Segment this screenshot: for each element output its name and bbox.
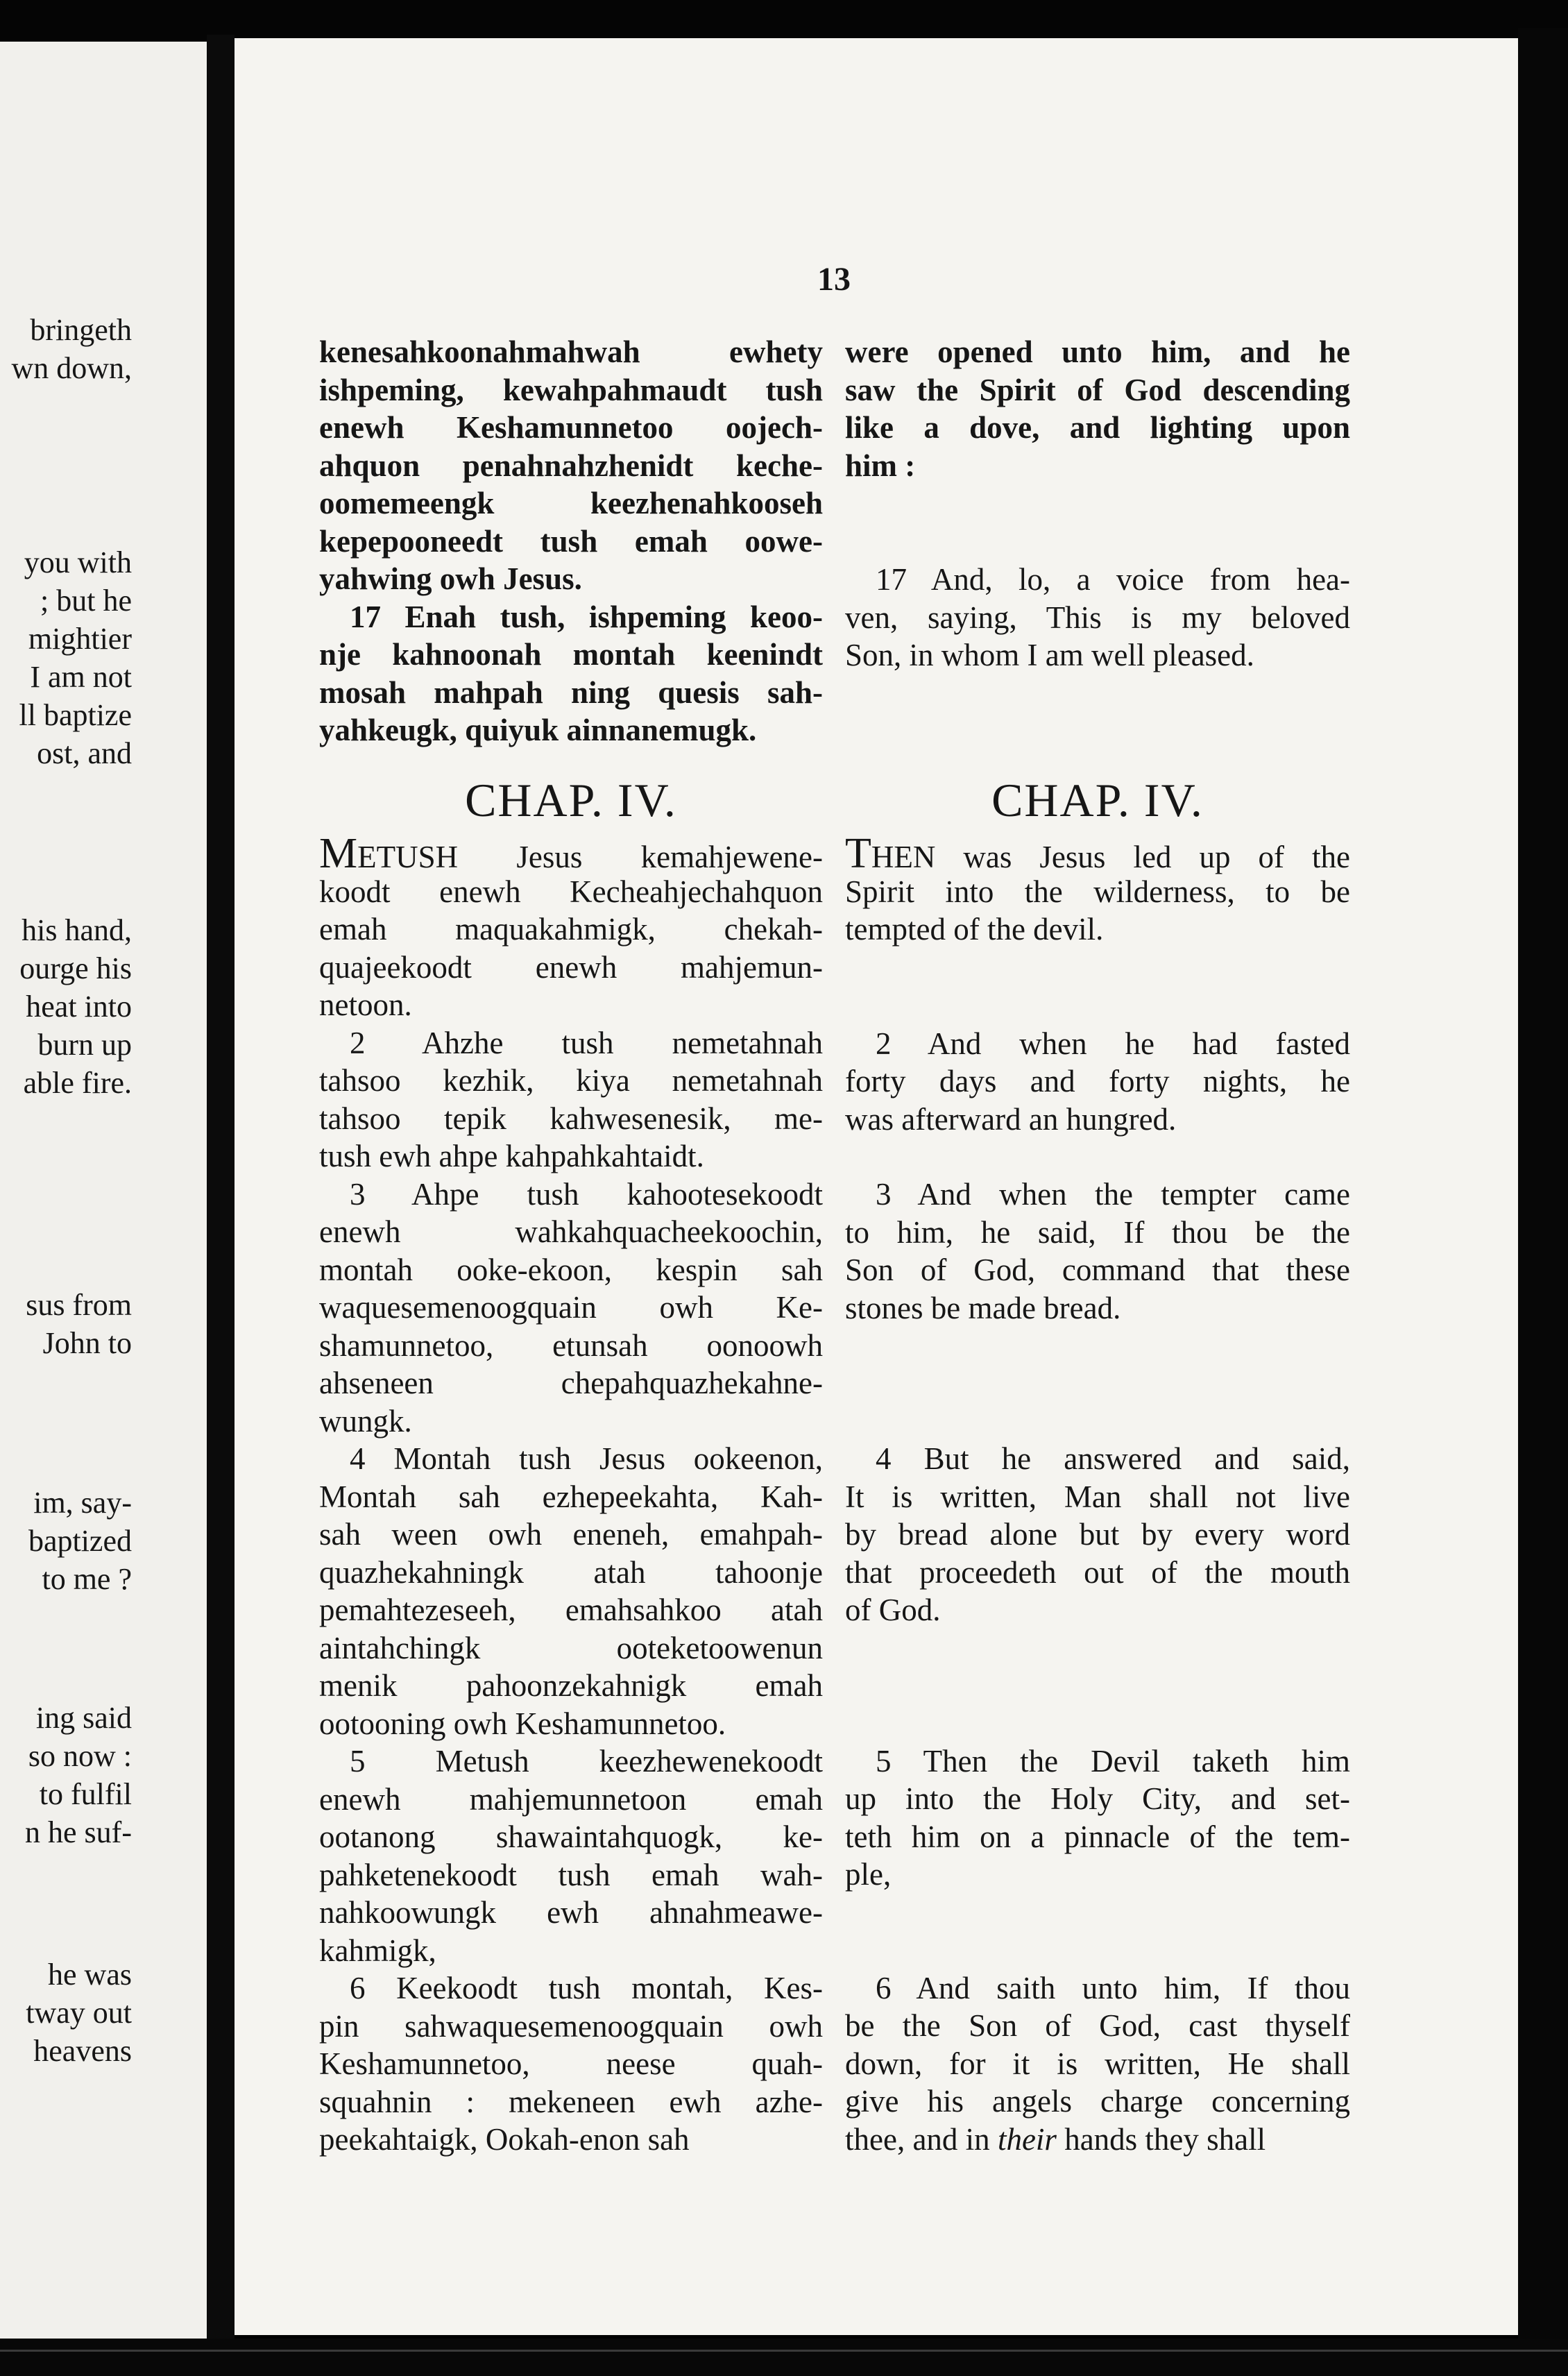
text-line: Keshamunnetoo, neese quah-	[319, 2046, 823, 2081]
facing-page-line: able fire.	[23, 1066, 132, 1100]
text-line: mosah mahpah ning quesis sah-	[319, 674, 823, 710]
text-line: thee, and in their hands they shall	[845, 2121, 1266, 2157]
english-column	[845, 333, 1350, 674]
facing-page-line: heat into	[26, 990, 132, 1024]
text-line: ootanong shawaintahquogk, ke-	[319, 1819, 823, 1854]
facing-page-line: bringeth	[30, 313, 132, 347]
english-verse-4	[845, 1440, 1350, 1629]
text-line: pin sahwaquesemenoogquain owh	[319, 2008, 823, 2044]
text-line: be the Son of God, cast thyself	[845, 2008, 1350, 2043]
native-verse-2	[319, 1024, 823, 1176]
text-line: nahkoowungk ewh ahnahmeawe-	[319, 1895, 823, 1930]
scan-border-bottom	[0, 2339, 1568, 2376]
text-line: tahsoo kezhik, kiya nemetahnah	[319, 1063, 823, 1098]
text-line: emah maquakahmigk, chekah-	[319, 912, 823, 947]
text-line: pemahtezeseeh, emahsahkoo atah	[319, 1593, 823, 1627]
native-verse-1-first-line	[319, 830, 823, 877]
english-verse-17	[845, 561, 1350, 674]
text-line: of God.	[845, 1593, 941, 1627]
text-line: him :	[845, 448, 916, 483]
native-dropcap: M	[319, 830, 358, 877]
english-verse-1-first-line	[845, 830, 1350, 877]
text-line: sah ween owh eneneh, emahpah-	[319, 1517, 823, 1552]
text-line: It is written, Man shall not live	[845, 1479, 1350, 1514]
text-line: quazhekahningk atah tahoonje	[319, 1554, 823, 1590]
text-line: montah ooke-ekoon, kespin sah	[319, 1252, 823, 1287]
text-line: quajeekoodt enewh mahjemun-	[319, 949, 823, 985]
text-line: 5 Metush keezhewenekoodt	[350, 1744, 823, 1779]
text-line: ahquon penahnahzhenidt keche-	[319, 448, 823, 483]
facing-page-line: his hand,	[22, 913, 132, 947]
text-line: waquesemenoogquain owh Ke-	[319, 1290, 823, 1325]
english-dropcap: T	[845, 830, 871, 877]
text-line: wungk.	[319, 1403, 412, 1439]
facing-page-line: ost, and	[37, 736, 132, 770]
facing-page-line: ing said	[35, 1701, 132, 1735]
native-verse-4	[319, 1440, 823, 1742]
text-line: tush ewh ahpe kahpahkahtaidt.	[319, 1139, 704, 1173]
text-line: that proceedeth out of the mouth	[845, 1554, 1350, 1590]
text-line: yahwing owh Jesus.	[319, 561, 582, 596]
english-smallcaps: HEN	[871, 840, 936, 874]
scan-border-top	[0, 0, 1568, 42]
native-smallcaps: ETUSH	[357, 840, 459, 874]
text-line: enewh wahkahquacheekoochin,	[319, 1214, 823, 1249]
native-verse-3	[319, 1176, 823, 1441]
text-line: saw the Spirit of God descending	[845, 372, 1350, 407]
scan-edge-line	[0, 2350, 1568, 2352]
text-line: give his angels charge concerning	[845, 2084, 1350, 2119]
text-line: peekahtaigk, Ookah-enon sah	[319, 2122, 690, 2157]
book-gutter	[207, 35, 235, 2345]
english-block-16-end	[845, 333, 1350, 484]
facing-page-line: tway out	[26, 1996, 132, 2030]
text-line: oomemeengk keezhenahkooseh	[319, 486, 823, 520]
facing-page-line: so now :	[28, 1739, 132, 1773]
text-line: was afterward an hungred.	[845, 1101, 1177, 1137]
facing-page-line: to fulfil	[39, 1777, 132, 1811]
facing-page-line: ourge his	[19, 951, 132, 985]
native-language-column	[319, 333, 823, 749]
english-chapter-text	[845, 830, 1350, 2158]
text-line: 17 And, lo, a voice from hea-	[876, 562, 1350, 597]
facing-page-line: ; but he	[40, 584, 132, 618]
text-line: to him, he said, If thou be the	[845, 1214, 1350, 1250]
text-line: tempted of the devil.	[845, 912, 1104, 947]
english-verse-5	[845, 1742, 1350, 1894]
facing-page-line: mightier	[28, 622, 132, 656]
text-line: 2 Ahzhe tush nemetahnah	[350, 1025, 823, 1060]
english-verse-1	[845, 873, 1350, 949]
italic-word: their	[997, 2121, 1057, 2157]
text-line: forty days and forty nights, he	[845, 1064, 1350, 1098]
facing-page-line: burn up	[37, 1028, 132, 1062]
facing-page-line: ll baptize	[19, 698, 132, 732]
text-line: tahsoo tepik kahwesenesik, me-	[319, 1101, 823, 1136]
native-verse-5	[319, 1742, 823, 1969]
native-verse-1-line-1: Jesus kemahjewene-	[458, 840, 823, 874]
facing-page-line: to me ?	[42, 1562, 132, 1596]
text-line: 3 Ahpe tush kahootesekoodt	[350, 1176, 823, 1212]
english-verse-1-line-1: was Jesus led up of the	[935, 840, 1350, 874]
text-line: nje kahnoonah montah keenindt	[319, 637, 823, 672]
text-line: 6 And saith unto him, If thou	[876, 1970, 1350, 2005]
text-line: kenesahkoonahmahwah ewhety	[319, 334, 823, 369]
facing-page-line: he was	[48, 1958, 132, 1992]
text-line: koodt enewh Kecheahjechahquon	[319, 874, 823, 909]
text-line: were opened unto him, and he	[845, 334, 1350, 369]
text-line: ishpeming, kewahpahmaudt tush	[319, 372, 823, 407]
facing-page-line: you with	[24, 545, 132, 579]
text-line: ootooning owh Keshamunnetoo.	[319, 1706, 726, 1741]
facing-page-line: John to	[42, 1326, 132, 1360]
text-line: aintahchingk ooteketoowenun	[319, 1630, 823, 1665]
text-line: Son, in whom I am well pleased.	[845, 638, 1254, 672]
english-verse-2	[845, 1025, 1350, 1139]
text-line: ahseneen chepahquazhekahne-	[319, 1366, 823, 1400]
text-line: enewh mahjemunnetoon emah	[319, 1781, 823, 1817]
text-line: by bread alone but by every word	[845, 1517, 1350, 1552]
english-verse-3	[845, 1176, 1350, 1327]
text-line: Spirit into the wilderness, to be	[845, 874, 1350, 909]
text-line: 5 Then the Devil taketh him	[876, 1743, 1350, 1779]
native-verse-6	[319, 1969, 823, 2159]
english-chapter-heading: CHAP. IV.	[991, 774, 1204, 826]
text-line: 6 Keekoodt tush montah, Kes-	[350, 1971, 823, 2005]
text-line: Son of God, command that these	[845, 1253, 1350, 1287]
text-line: ven, saying, This is my beloved	[845, 600, 1350, 635]
book-page	[235, 38, 1518, 2335]
text-line: like a dove, and lighting upon	[845, 410, 1350, 445]
text-line: shamunnetoo, etunsah oonoowh	[319, 1327, 823, 1363]
text-line: kahmigk,	[319, 1933, 436, 1968]
text-line: pahketenekoodt tush emah wah-	[319, 1857, 823, 1892]
text-line: 17 Enah tush, ishpeming keoo-	[350, 599, 823, 634]
text-line: 2 And when he had fasted	[876, 1026, 1350, 1061]
text-line: down, for it is written, He shall	[845, 2046, 1350, 2081]
native-chapter-heading: CHAP. IV.	[465, 774, 677, 826]
native-chapter-text	[319, 830, 823, 2159]
facing-page-line: im, say-	[33, 1486, 132, 1520]
facing-page-line: baptized	[28, 1524, 132, 1558]
text-line: teth him on a pinnacle of the tem-	[845, 1819, 1350, 1854]
native-block-16-end	[319, 333, 823, 598]
facing-page-line: sus from	[26, 1288, 132, 1322]
text-line: kepepooneedt tush emah oowe-	[319, 523, 823, 559]
facing-page-line: I am not	[30, 660, 132, 694]
text-line: 4 Montah tush Jesus ookeenon,	[350, 1441, 823, 1476]
text-line: Montah sah ezhepeekahta, Kah-	[319, 1479, 823, 1514]
facing-page-line: wn down,	[11, 351, 132, 385]
facing-page-fragment	[0, 42, 207, 2339]
text-line: 3 And when the tempter came	[876, 1177, 1350, 1212]
native-verse-17	[319, 598, 823, 749]
text-line: up into the Holy City, and set-	[845, 1781, 1350, 1816]
page-number: 13	[817, 261, 851, 298]
text-line: enewh Keshamunnetoo oojech-	[319, 410, 823, 445]
text-line: squahnin : mekeneen ewh azhe-	[319, 2084, 823, 2119]
scan-border-right	[1518, 28, 1568, 2376]
text-line: netoon.	[319, 987, 412, 1022]
text-line: ple,	[845, 1857, 892, 1892]
facing-page-line: heavens	[33, 2034, 132, 2068]
text-line: menik pahoonzekahnigk emah	[319, 1668, 823, 1703]
facing-page-line: n he suf-	[25, 1815, 132, 1849]
text-line: stones be made bread.	[845, 1290, 1121, 1325]
native-verse-1	[319, 873, 823, 1024]
english-verse-6	[845, 1969, 1350, 2159]
text-line: 4 But he answered and said,	[876, 1441, 1350, 1476]
text-line: yahkeugk, quiyuk ainnanemugk.	[319, 713, 757, 747]
